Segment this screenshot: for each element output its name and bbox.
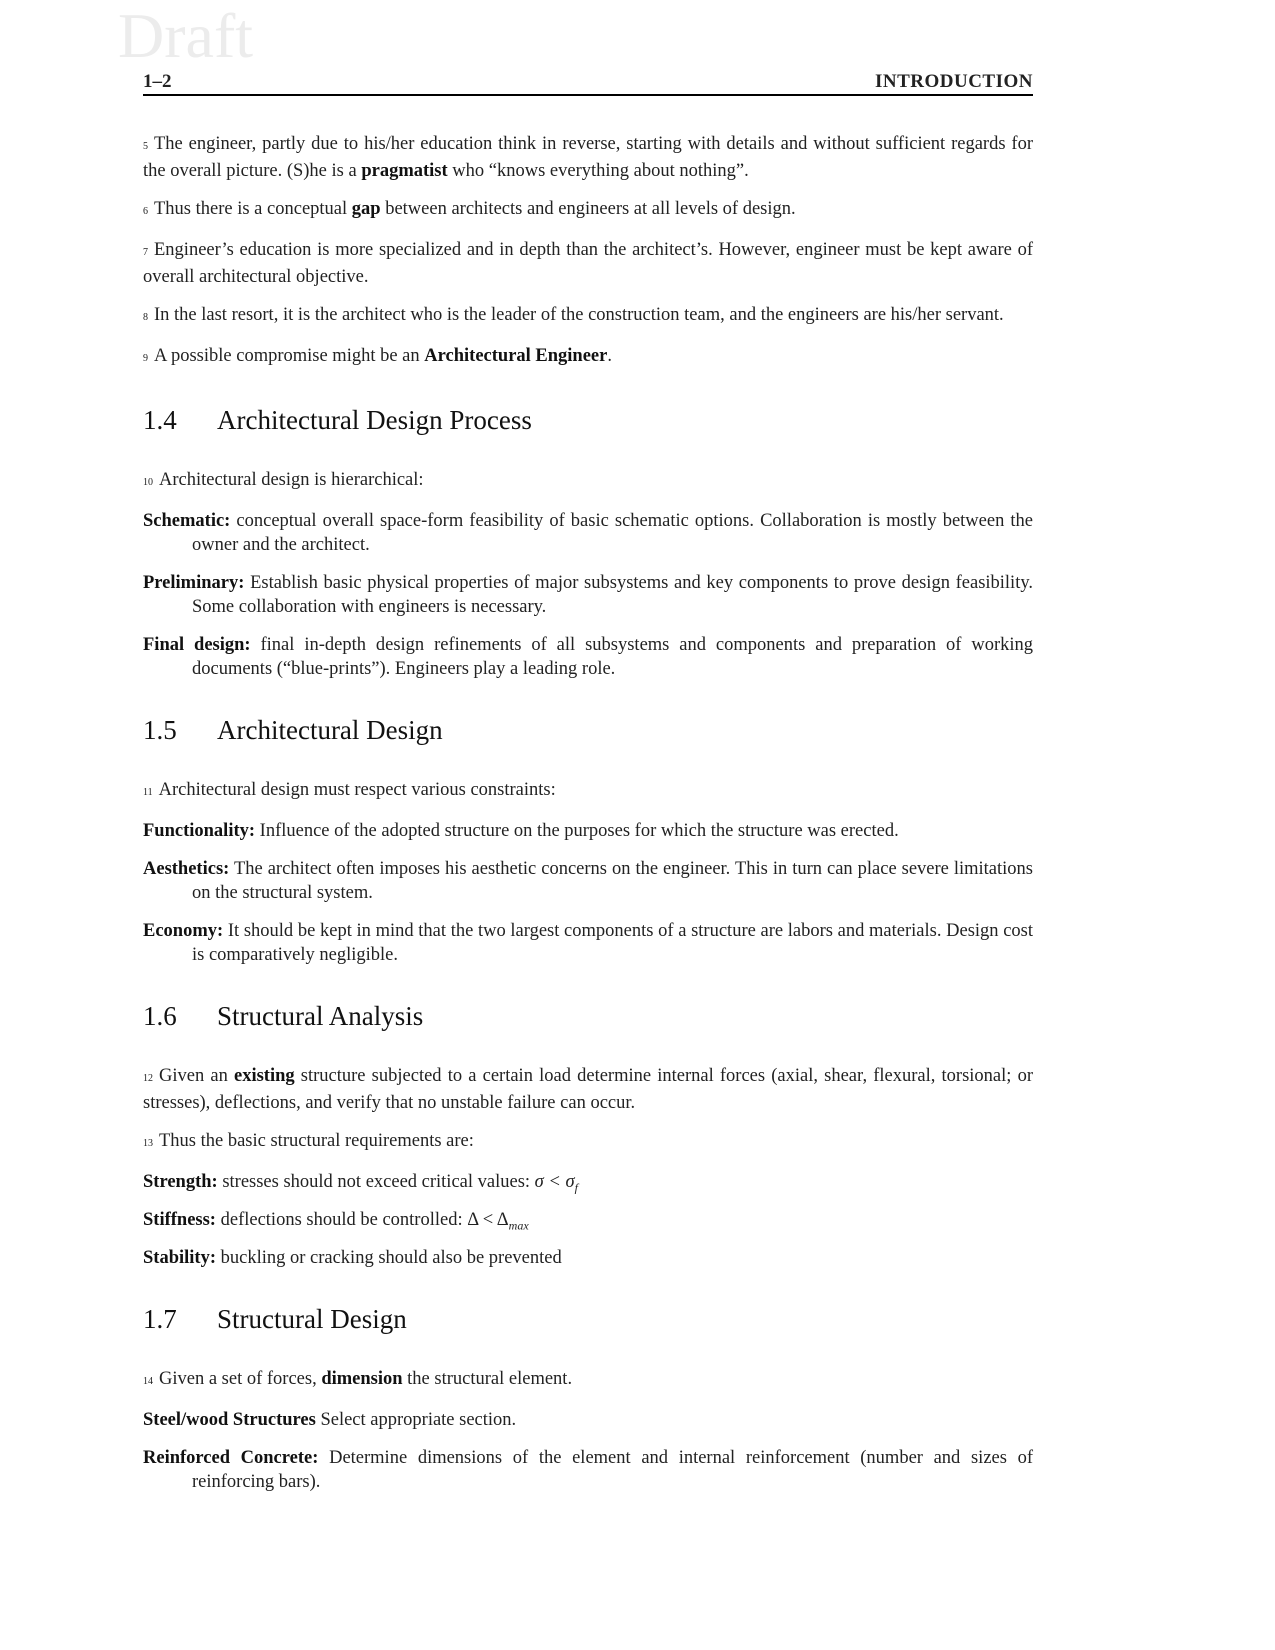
text: structure subjected to a certain load determine internal forces (axial, shear, flexural, torsional; or stresses), deflections, and verify that no unstable failure can occur. (143, 1066, 1033, 1113)
list-item (143, 1208, 1033, 1232)
list-item (143, 1446, 1033, 1494)
paragraph-5 (143, 132, 1033, 183)
section-heading-1-4 (143, 404, 1033, 436)
item-term: Reinforced Concrete: (143, 1448, 319, 1468)
text: between architects and engineers at all levels of design. (380, 199, 796, 219)
section-number: 1.4 (143, 405, 177, 435)
section-title: Architectural Design (217, 715, 443, 745)
paragraph-number: 14 (143, 1376, 153, 1387)
text: . (607, 346, 612, 366)
text: who “knows everything about nothing”. (447, 161, 749, 181)
paragraph-number: 9 (143, 353, 148, 364)
paragraph-number: 11 (143, 787, 153, 798)
paragraph-number: 8 (143, 312, 148, 323)
text: the structural element. (402, 1369, 573, 1389)
section-number: 1.7 (143, 1304, 177, 1334)
text: Architectural design must respect various constraints: (158, 780, 556, 800)
chapter-title: INTRODUCTION (874, 71, 1033, 92)
bold-term: existing (234, 1066, 295, 1086)
item-text: final in-depth design refinements of all subsystems and components and preparation of working documents (“blue-prints”). Engineers play a leading role. (192, 635, 1033, 679)
paragraph-number: 10 (143, 477, 153, 488)
list-item (143, 571, 1033, 619)
section-title: Structural Analysis (217, 1001, 424, 1031)
paragraph-6 (143, 197, 1033, 224)
paragraph-number: 5 (143, 141, 148, 152)
paragraph-11 (143, 778, 1033, 805)
section-heading-1-6 (143, 1000, 1033, 1032)
paragraph-number: 13 (143, 1138, 153, 1149)
text: Given an (159, 1066, 234, 1086)
item-text: Determine dimensions of the element and internal reinforcement (number and sizes of reinforcing bars). (192, 1448, 1034, 1492)
text: Given a set of forces, (159, 1369, 322, 1389)
list-item (143, 919, 1033, 967)
section-number: 1.6 (143, 1001, 177, 1031)
item-text: Establish basic physical properties of major subsystems and key components to prove design feasibility. Some collaboration with engineers is necessary. (192, 573, 1034, 617)
draft-watermark: Draft (118, 0, 254, 71)
math-expression: Δ < Δ (467, 1210, 509, 1230)
paragraph-10 (143, 468, 1033, 495)
section-heading-1-5 (143, 714, 1033, 746)
section-heading-1-7 (143, 1303, 1033, 1335)
bold-term: pragmatist (361, 161, 448, 181)
paragraph-7 (143, 238, 1033, 289)
item-term: Steel/wood Structures (143, 1410, 316, 1430)
bold-term: gap (351, 199, 381, 219)
list-item (143, 1170, 1033, 1194)
bold-term: Architectural Engineer (424, 346, 608, 366)
item-term: Schematic: (143, 511, 231, 531)
item-text: stresses should not exceed critical values: (222, 1172, 535, 1192)
list-item (143, 1246, 1033, 1270)
paragraph-number: 12 (143, 1073, 153, 1084)
text: In the last resort, it is the architect who is the leader of the construction team, and the engineers are his/her servant. (154, 305, 1004, 325)
list-item (143, 1408, 1033, 1432)
paragraph-number: 6 (143, 206, 148, 217)
math-expression: σ < σ (534, 1172, 575, 1192)
paragraph-8 (143, 303, 1033, 330)
list-item (143, 509, 1033, 557)
item-text: deflections should be controlled: (220, 1210, 468, 1230)
math-subscript: max (508, 1218, 529, 1233)
item-text: It should be kept in mind that the two largest components of a structure are labors and materials. Design cost is comparatively negligible. (192, 921, 1034, 965)
bold-term: dimension (321, 1369, 403, 1389)
item-text: conceptual overall space-form feasibility of basic schematic options. Collaboration is mostly between the owner and the architect. (192, 511, 1033, 555)
page-number: 1–2 (143, 71, 172, 92)
item-term: Stability: (143, 1248, 216, 1268)
section-number: 1.5 (143, 715, 177, 745)
section-title: Architectural Design Process (217, 405, 532, 435)
item-text: buckling or cracking should also be prevented (220, 1248, 562, 1268)
item-term: Final design: (143, 635, 251, 655)
paragraph-12 (143, 1064, 1033, 1115)
paragraph-14 (143, 1367, 1033, 1394)
text: A possible compromise might be an (154, 346, 425, 366)
item-term: Stiffness: (143, 1210, 216, 1230)
list-item (143, 633, 1033, 681)
paragraph-13 (143, 1129, 1033, 1156)
section-title: Structural Design (217, 1304, 407, 1334)
text: Thus the basic structural requirements are: (159, 1131, 474, 1151)
list-item (143, 819, 1033, 843)
list-item (143, 857, 1033, 905)
text: Architectural design is hierarchical: (159, 470, 424, 490)
text: Thus there is a conceptual (154, 199, 352, 219)
page-body (143, 70, 1033, 1494)
item-term: Functionality: (143, 821, 256, 841)
text: The engineer, partly due to his/her education think in reverse, starting with details and without sufficient regards for the overall picture. (S)he is a (143, 134, 1033, 181)
paragraph-number: 7 (143, 247, 148, 258)
page-header (143, 70, 1033, 96)
item-text: Select appropriate section. (320, 1410, 517, 1430)
item-text: The architect often imposes his aesthetic concerns on the engineer. This in turn can place severe limitations on the structural system. (192, 859, 1033, 903)
item-term: Economy: (143, 921, 224, 941)
math-subscript: f (574, 1180, 578, 1195)
text: Engineer’s education is more specialized and in depth than the architect’s. However, engineer must be kept aware of overall architectural objective. (143, 240, 1033, 287)
item-term: Aesthetics: (143, 859, 230, 879)
item-text: Influence of the adopted structure on the purposes for which the structure was erected. (259, 821, 899, 841)
item-term: Strength: (143, 1172, 218, 1192)
item-term: Preliminary: (143, 573, 245, 593)
paragraph-9 (143, 344, 1033, 371)
